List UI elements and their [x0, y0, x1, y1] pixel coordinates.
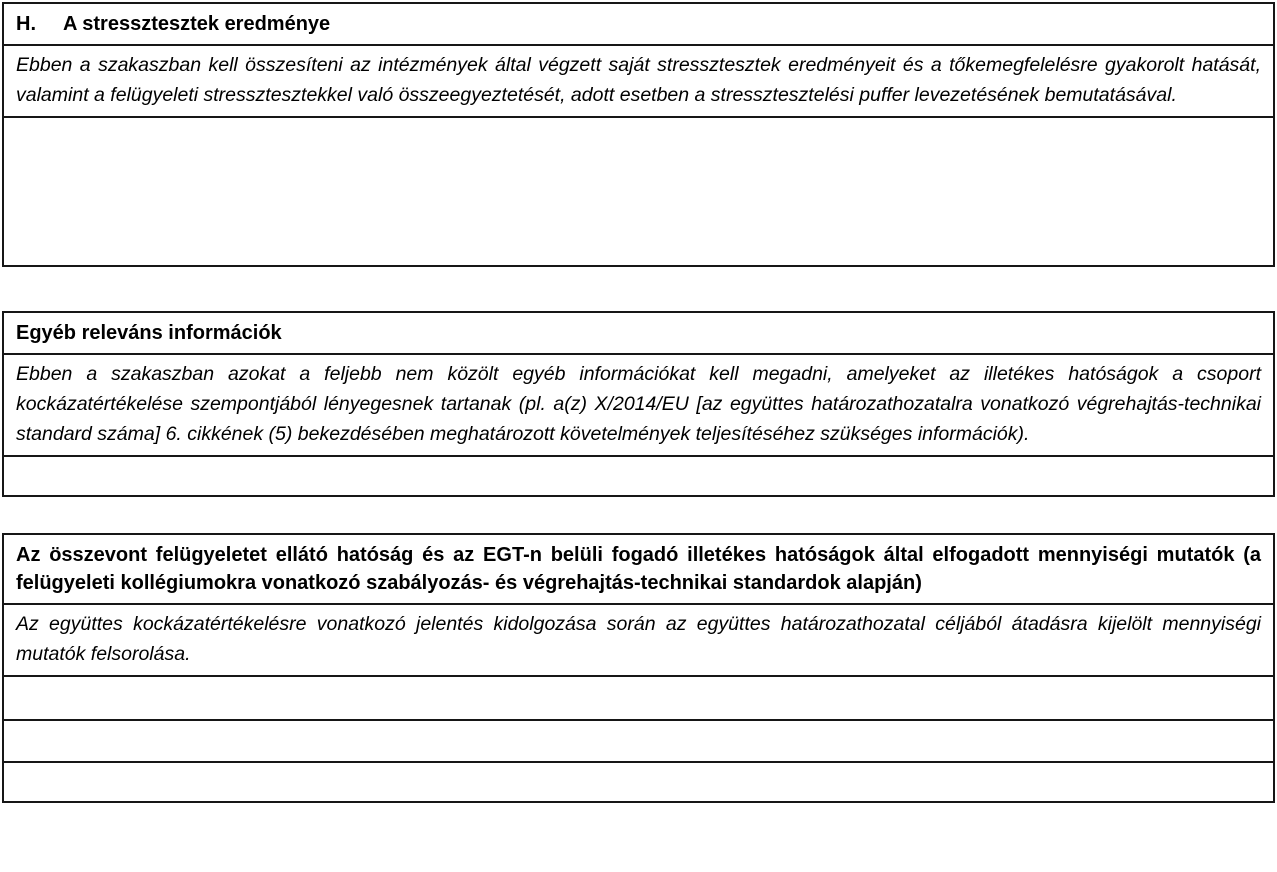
section-description: Ebben a szakaszban kell összesíteni az intézmények által végzett saját stressztesztek eredményeit és a tőkemegfelelésre gyakorolt hatását, valamint a felügyeleti stressztesztekkel való összeegyeztetését, adott esetben a stressztesztelési puffer levezetésének bemutatásával. [4, 44, 1273, 116]
empty-field-row [4, 116, 1273, 265]
section-header-row [4, 313, 1273, 353]
section-title: A stressztesztek eredménye [63, 13, 331, 35]
section-header-row [4, 4, 1273, 44]
other-relevant-information-table [2, 311, 1275, 497]
stress-test-results-table [2, 2, 1275, 267]
section-title: Egyéb releváns információk [16, 322, 282, 344]
empty-field-row [4, 761, 1273, 801]
section-title: Az összevont felügyeletet ellátó hatóság és az EGT-n belüli fogadó illetékes hatóságok által elfogadott mennyiségi mutatók (a felügyeleti kollégiumokra vonatkozó szabályozás- és végrehajtás-technikai standardok alapján) [16, 544, 1261, 594]
empty-field-row [4, 719, 1273, 761]
section-description: Ebben a szakaszban azokat a feljebb nem közölt egyéb információkat kell megadni, amelyeket az illetékes hatóságok a csoport kockázatértékelése szempontjából lényegesnek tartanak (pl. a(z) X/2014/EU [az együttes határozathozatalra vonatkozó végrehajtás-technikai standard száma] 6. cikkének (5) bekezdésében meghatározott követelmények teljesítéséhez szükséges információk). [4, 353, 1273, 455]
section-header-row [4, 535, 1273, 603]
quantitative-indicators-table [2, 533, 1275, 803]
section-number: H. [16, 13, 36, 35]
empty-field-row [4, 455, 1273, 495]
empty-field-row [4, 675, 1273, 719]
section-description: Az együttes kockázatértékelésre vonatkozó jelentés kidolgozása során az együttes határozathozatal céljából átadásra kijelölt mennyiségi mutatók felsorolása. [4, 603, 1273, 675]
